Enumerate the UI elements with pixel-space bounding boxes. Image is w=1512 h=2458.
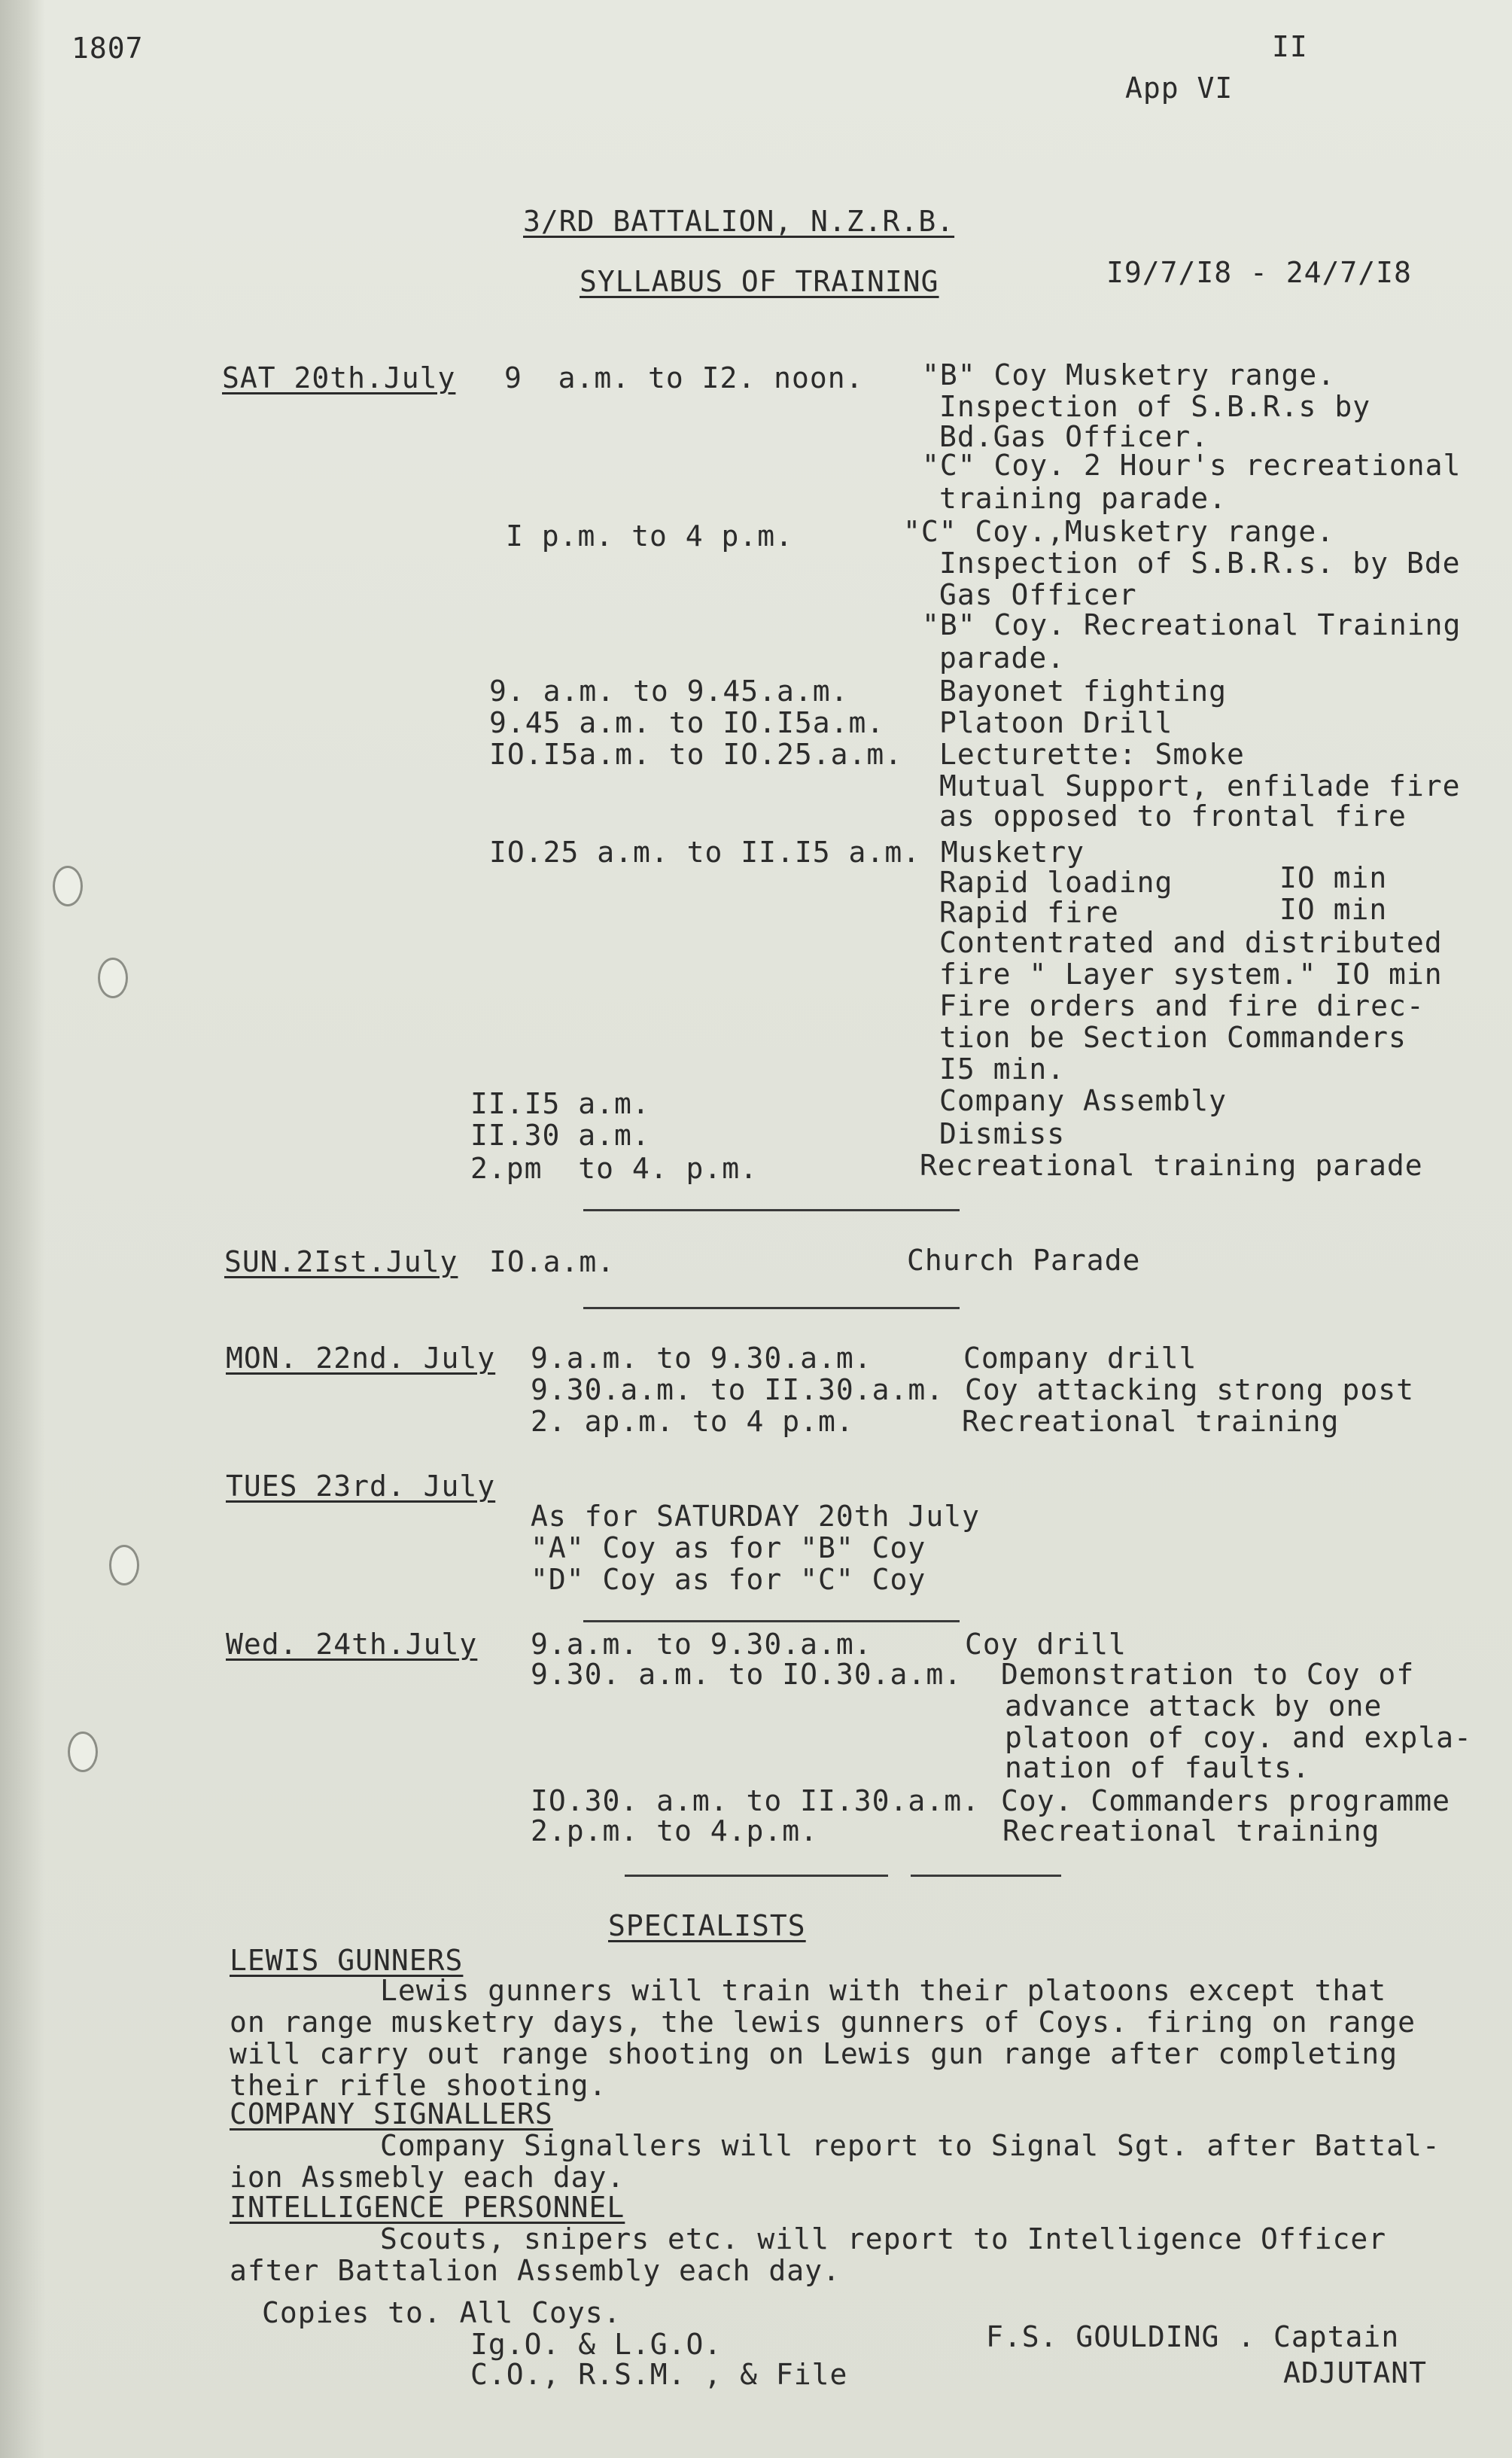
page-number: II [1272, 30, 1308, 63]
activity-line: Recreational training [1002, 1814, 1380, 1847]
activity-line: Fire orders and fire direc- [939, 989, 1425, 1022]
document-title: SYLLABUS OF TRAINING [580, 265, 939, 298]
copies-line: Copies to. All Coys. [262, 2296, 622, 2329]
activity-line: Bd.Gas Officer. [939, 420, 1209, 453]
activity-line: platoon of coy. and expla- [1005, 1721, 1472, 1754]
activity-line: I5 min. [939, 1052, 1066, 1086]
time-slot: 9.30.a.m. to II.30.a.m. [531, 1373, 945, 1406]
time-slot: 9. a.m. to 9.45.a.m. [489, 675, 849, 708]
activity-line: "B" Coy. Recreational Training [922, 608, 1462, 641]
activity-line: Church Parade [907, 1244, 1141, 1277]
activity-line: Mutual Support, enfilade fire [939, 769, 1461, 803]
activity-line: Coy. Commanders programme [1001, 1784, 1450, 1817]
lewis-gunners-heading: LEWIS GUNNERS [230, 1944, 464, 1977]
activity-line: training parade. [939, 482, 1228, 515]
activity-line: Musketry [941, 836, 1085, 869]
section-divider [911, 1875, 1061, 1877]
activity-line: Bayonet fighting [939, 675, 1228, 708]
paragraph-line: will carry out range shooting on Lewis gun range after completing [230, 2037, 1398, 2070]
activity-line: Contentrated and distributed [939, 926, 1443, 959]
activity-line: tion be Section Commanders [939, 1021, 1407, 1054]
time-slot: 2. ap.m. to 4 p.m. [531, 1405, 854, 1438]
activity-line: Inspection of S.B.R.s. by Bde [939, 547, 1461, 580]
paragraph-line: their rifle shooting. [230, 2069, 607, 2102]
section-divider [625, 1875, 888, 1877]
day-label-monday: MON. 22nd. July [226, 1342, 496, 1375]
time-slot: 9.a.m. to 9.30.a.m. [531, 1628, 872, 1661]
signature-role: ADJUTANT [1283, 2356, 1428, 2389]
punch-hole [53, 866, 83, 906]
specialists-heading: SPECIALISTS [608, 1909, 806, 1942]
time-slot: IO.I5a.m. to IO.25.a.m. [489, 738, 903, 771]
day-label-saturday: SAT 20th.July [222, 361, 456, 394]
paragraph-line: Company Signallers will report to Signal Sgt. after Battal- [380, 2129, 1441, 2162]
paragraph-line: ion Assmebly each day. [230, 2161, 625, 2194]
day-label-sunday: SUN.2Ist.July [224, 1245, 458, 1278]
activity-line: Coy drill [965, 1628, 1127, 1661]
activity-line: Recreational training parade [920, 1149, 1423, 1182]
paragraph-line: Scouts, snipers etc. will report to Intelligence Officer [380, 2222, 1387, 2255]
activity-line: Gas Officer [939, 578, 1137, 611]
musketry-item: Rapid loading [939, 866, 1173, 899]
activity-line: Lecturette: Smoke [939, 738, 1245, 771]
appendix-label: App VI [1125, 72, 1234, 105]
activity-line: parade. [939, 641, 1066, 675]
activity-line: As for SATURDAY 20th July [531, 1500, 980, 1533]
musketry-item: Rapid fire [939, 896, 1119, 929]
punch-hole [109, 1545, 139, 1585]
musketry-duration: IO min [1279, 893, 1388, 926]
activity-line: fire " Layer system." IO min [939, 958, 1443, 991]
activity-line: Company drill [963, 1342, 1197, 1375]
activity-line: Demonstration to Coy of [1001, 1658, 1415, 1691]
time-slot: I p.m. to 4 p.m. [506, 519, 794, 553]
time-slot: 2.p.m. to 4.p.m. [531, 1814, 819, 1847]
activity-line: "B" Coy Musketry range. [922, 358, 1336, 391]
section-divider [583, 1620, 960, 1622]
unit-heading: 3/RD BATTALION, N.Z.R.B. [523, 205, 955, 238]
reference-number: 1807 [71, 32, 144, 65]
activity-line: Coy attacking strong post [965, 1373, 1414, 1406]
activity-line: "C" Coy.,Musketry range. [903, 515, 1335, 548]
copies-line: Ig.O. & L.G.O. [470, 2328, 723, 2361]
day-label-tuesday: TUES 23rd. July [226, 1470, 496, 1503]
paragraph-line: after Battalion Assembly each day. [230, 2254, 841, 2287]
time-slot: 9.a.m. to 9.30.a.m. [531, 1342, 872, 1375]
signature-name: F.S. GOULDING . Captain [986, 2320, 1400, 2353]
day-label-wednesday: Wed. 24th.July [226, 1628, 478, 1661]
paragraph-line: on range musketry days, the lewis gunners of Coys. firing on range [230, 2006, 1416, 2039]
section-divider [583, 1307, 960, 1309]
time-slot: 9 a.m. to I2. noon. [504, 361, 864, 394]
activity-line: Company Assembly [939, 1084, 1228, 1117]
activity-line: Platoon Drill [939, 706, 1173, 739]
activity-line: "D" Coy as for "C" Coy [531, 1563, 926, 1596]
time-slot: 9.45 a.m. to IO.I5a.m. [489, 706, 885, 739]
signallers-heading: COMPANY SIGNALLERS [230, 2097, 553, 2131]
date-range: I9/7/I8 - 24/7/I8 [1106, 256, 1412, 289]
time-slot: IO.30. a.m. to II.30.a.m. [531, 1784, 980, 1817]
punch-hole [98, 958, 128, 998]
paragraph-line: Lewis gunners will train with their platoons except that [380, 1974, 1387, 2007]
section-divider [583, 1209, 960, 1211]
punch-hole [68, 1732, 98, 1772]
activity-line: as opposed to frontal fire [939, 800, 1407, 833]
page-edge-shadow [0, 0, 45, 2458]
time-slot: 2.pm to 4. p.m. [470, 1152, 759, 1185]
activity-line: Inspection of S.B.R.s by [939, 390, 1371, 423]
copies-line: C.O., R.S.M. , & File [470, 2358, 848, 2391]
activity-line: nation of faults. [1005, 1751, 1310, 1784]
intelligence-heading: INTELLIGENCE PERSONNEL [230, 2191, 625, 2224]
time-slot: IO.a.m. [489, 1245, 616, 1278]
time-slot: IO.25 a.m. to II.I5 a.m. [489, 836, 921, 869]
time-slot: II.I5 a.m. [470, 1087, 650, 1120]
activity-line: "C" Coy. 2 Hour's recreational [922, 449, 1462, 482]
musketry-duration: IO min [1279, 861, 1388, 894]
time-slot: 9.30. a.m. to IO.30.a.m. [531, 1658, 963, 1691]
activity-line: Dismiss [939, 1117, 1066, 1150]
activity-line: "A" Coy as for "B" Coy [531, 1531, 926, 1564]
activity-line: advance attack by one [1005, 1689, 1383, 1722]
activity-line: Recreational training [962, 1405, 1340, 1438]
time-slot: II.30 a.m. [470, 1119, 650, 1152]
